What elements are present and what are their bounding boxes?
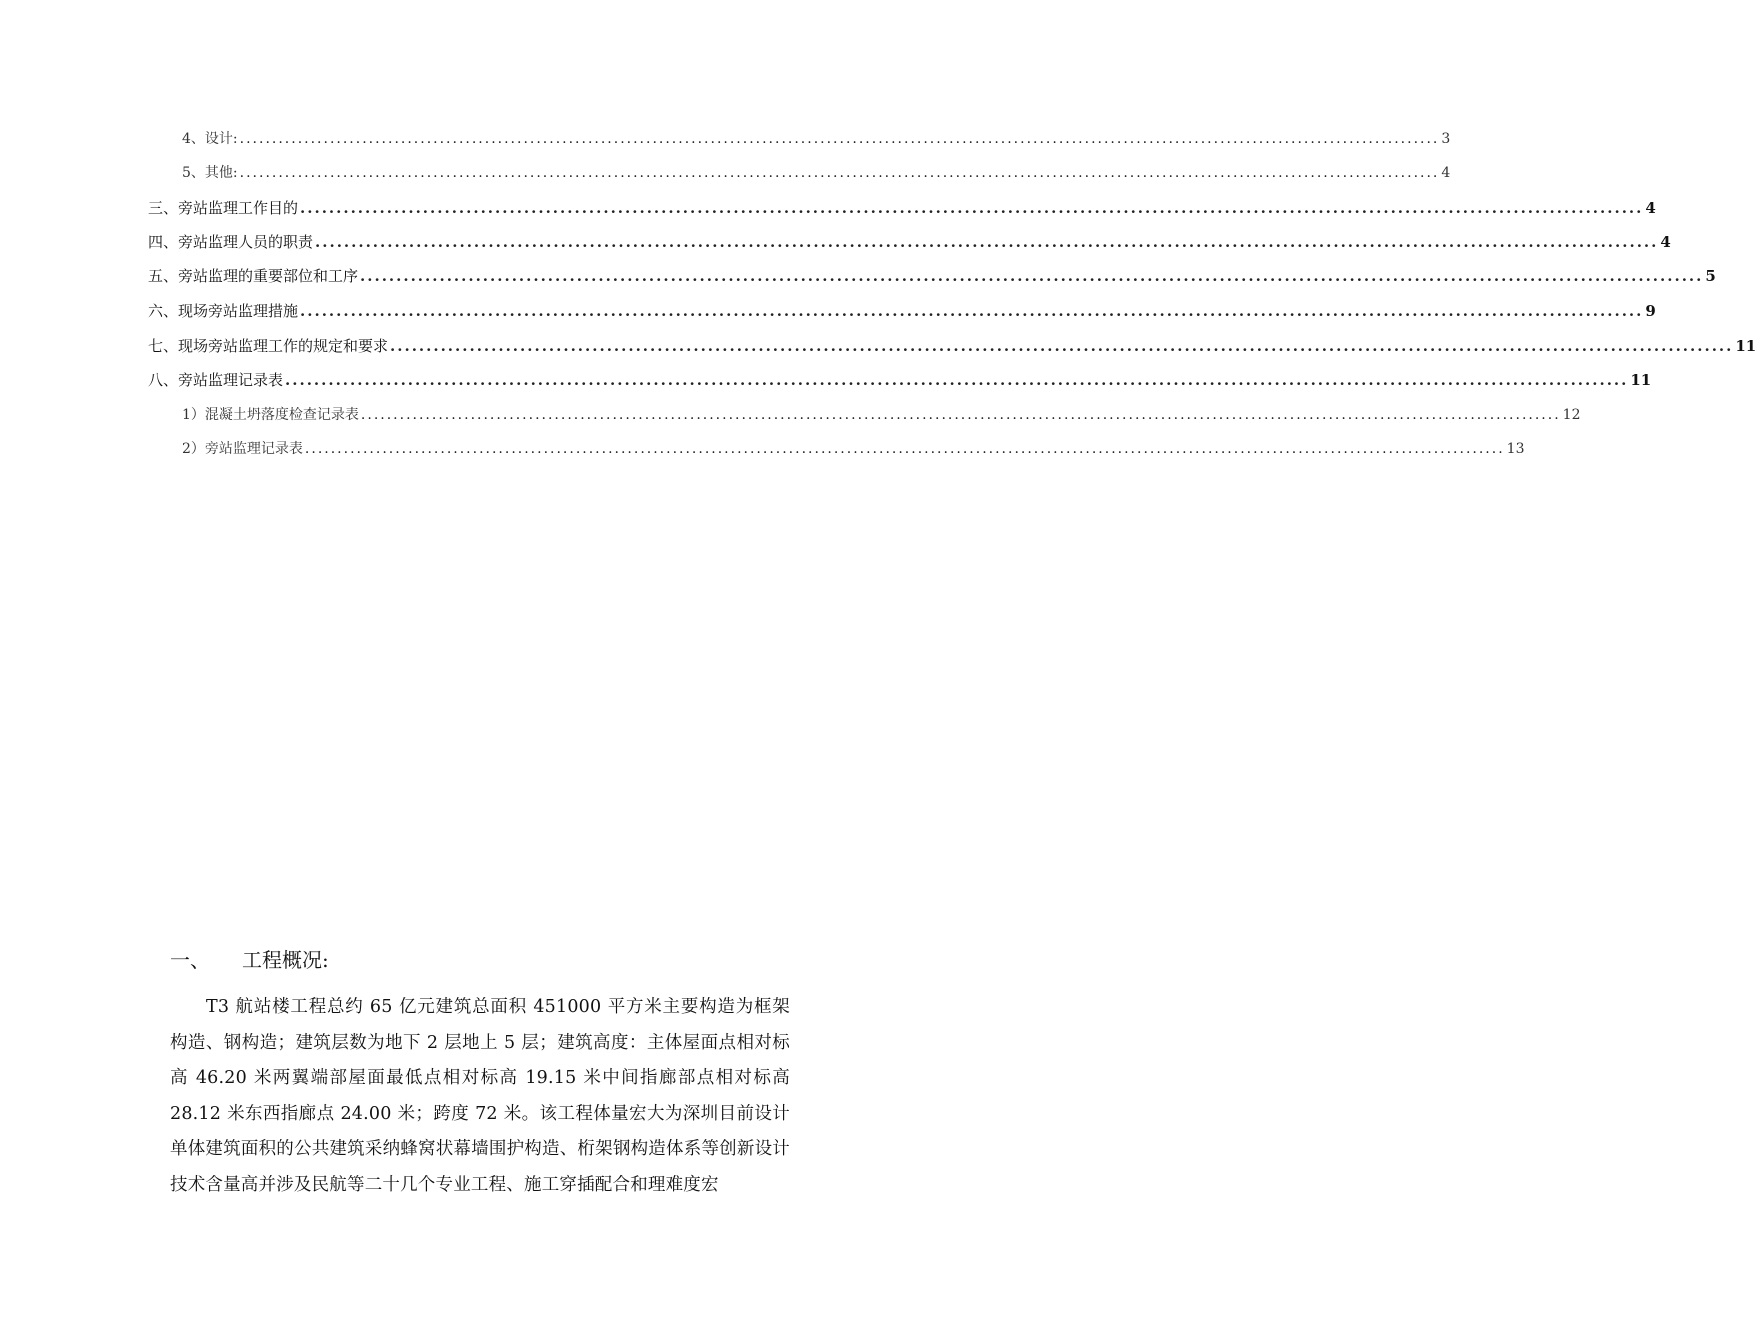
- toc-entry-page: 3: [1441, 131, 1451, 147]
- toc-entry-page: 5: [1705, 267, 1716, 285]
- body-paragraph: T3 航站楼工程总约 65 亿元建筑总面积 451000 平方米主要构造为框架构造、钢构造；建筑层数为地下 2 层地上 5 层；建筑高度：主体屋面点相对标高 46.20 米两翼端部屋面最低点相对标高 19.15 米中间指廊部点相对标高 28.12 米东西指廊点 24.00 米；跨度 72 米。该工程体量宏大为深圳目前设计单体建筑面积的公共建筑采纳蜂窝状幕墙围护构造、桁架钢构造体系等创新设计技术含量高并涉及民航等二十几个专业工程、施工穿插配合和理难度宏: [170, 997, 790, 1195]
- section-heading: [170, 944, 329, 973]
- toc-entry[interactable]: [148, 300, 1656, 321]
- toc-entry-title: 混凝土坍落度检查记录表: [204, 407, 359, 423]
- toc-entry-number: 1）: [182, 407, 205, 423]
- section-title: 工程概况:: [242, 948, 329, 972]
- section-number: 一、: [170, 948, 210, 972]
- toc-leader-dots: ..........................................................................................................................................................................................: [360, 267, 1704, 285]
- toc-entry[interactable]: [182, 162, 1451, 182]
- toc-entry-number: 六、: [148, 302, 179, 320]
- toc-entry[interactable]: [148, 265, 1716, 286]
- toc-entry[interactable]: [182, 438, 1525, 458]
- toc-leader-dots: ..........................................................................................................................................................................................: [239, 165, 1440, 181]
- toc-leader-dots: ..........................................................................................................................................................................................: [304, 441, 1505, 457]
- toc-entry[interactable]: [182, 404, 1581, 424]
- toc-entry-title: 旁站监理的重要部位和工序: [178, 267, 359, 285]
- toc-leader-dots: ..........................................................................................................................................................................................: [300, 199, 1644, 217]
- toc-entry-title: 设计:: [204, 131, 238, 147]
- toc-entry-number: 4、: [182, 131, 205, 147]
- toc-leader-dots: ..........................................................................................................................................................................................: [239, 131, 1440, 147]
- toc-entry[interactable]: [148, 335, 1756, 356]
- toc-entry-page: 4: [1660, 233, 1671, 251]
- toc-leader-dots: ..........................................................................................................................................................................................: [300, 302, 1644, 320]
- toc-entry-number: 四、: [148, 233, 179, 251]
- toc-entry[interactable]: [148, 197, 1656, 218]
- toc-entry[interactable]: [148, 231, 1671, 252]
- toc-entry-title: 现场旁站监理措施: [178, 302, 299, 320]
- toc-entry-title: 现场旁站监理工作的规定和要求: [178, 337, 389, 355]
- toc-leader-dots: ..........................................................................................................................................................................................: [390, 337, 1734, 355]
- toc-entry-number: 八、: [148, 371, 179, 389]
- toc-leader-dots: ..........................................................................................................................................................................................: [360, 407, 1561, 423]
- toc-entry-title: 旁站监理人员的职责: [178, 233, 314, 251]
- toc-entry-page: 4: [1441, 165, 1451, 181]
- toc-entry-number: 三、: [148, 199, 179, 217]
- toc-entry-number: 5、: [182, 165, 205, 181]
- toc-entry-page: 4: [1645, 199, 1656, 217]
- toc-entry-page: 9: [1645, 302, 1656, 320]
- toc-entry-page: 11: [1735, 337, 1756, 355]
- toc-leader-dots: ..........................................................................................................................................................................................: [285, 371, 1629, 389]
- toc-entry-number: 2）: [182, 441, 205, 457]
- toc-entry-page: 13: [1506, 441, 1525, 457]
- toc-leader-dots: ..........................................................................................................................................................................................: [315, 233, 1659, 251]
- toc-entry-number: 七、: [148, 337, 179, 355]
- toc-entry-title: 旁站监理记录表: [204, 441, 303, 457]
- toc-entry[interactable]: [148, 369, 1652, 390]
- toc-entry-title: 其他:: [204, 165, 238, 181]
- toc-entry-title: 旁站监理记录表: [178, 371, 284, 389]
- toc-entry-number: 五、: [148, 267, 179, 285]
- toc-entry-title: 旁站监理工作目的: [178, 199, 299, 217]
- toc-entry-page: 12: [1562, 407, 1581, 423]
- toc-entry-page: 11: [1630, 371, 1652, 389]
- toc-entry[interactable]: [182, 128, 1451, 148]
